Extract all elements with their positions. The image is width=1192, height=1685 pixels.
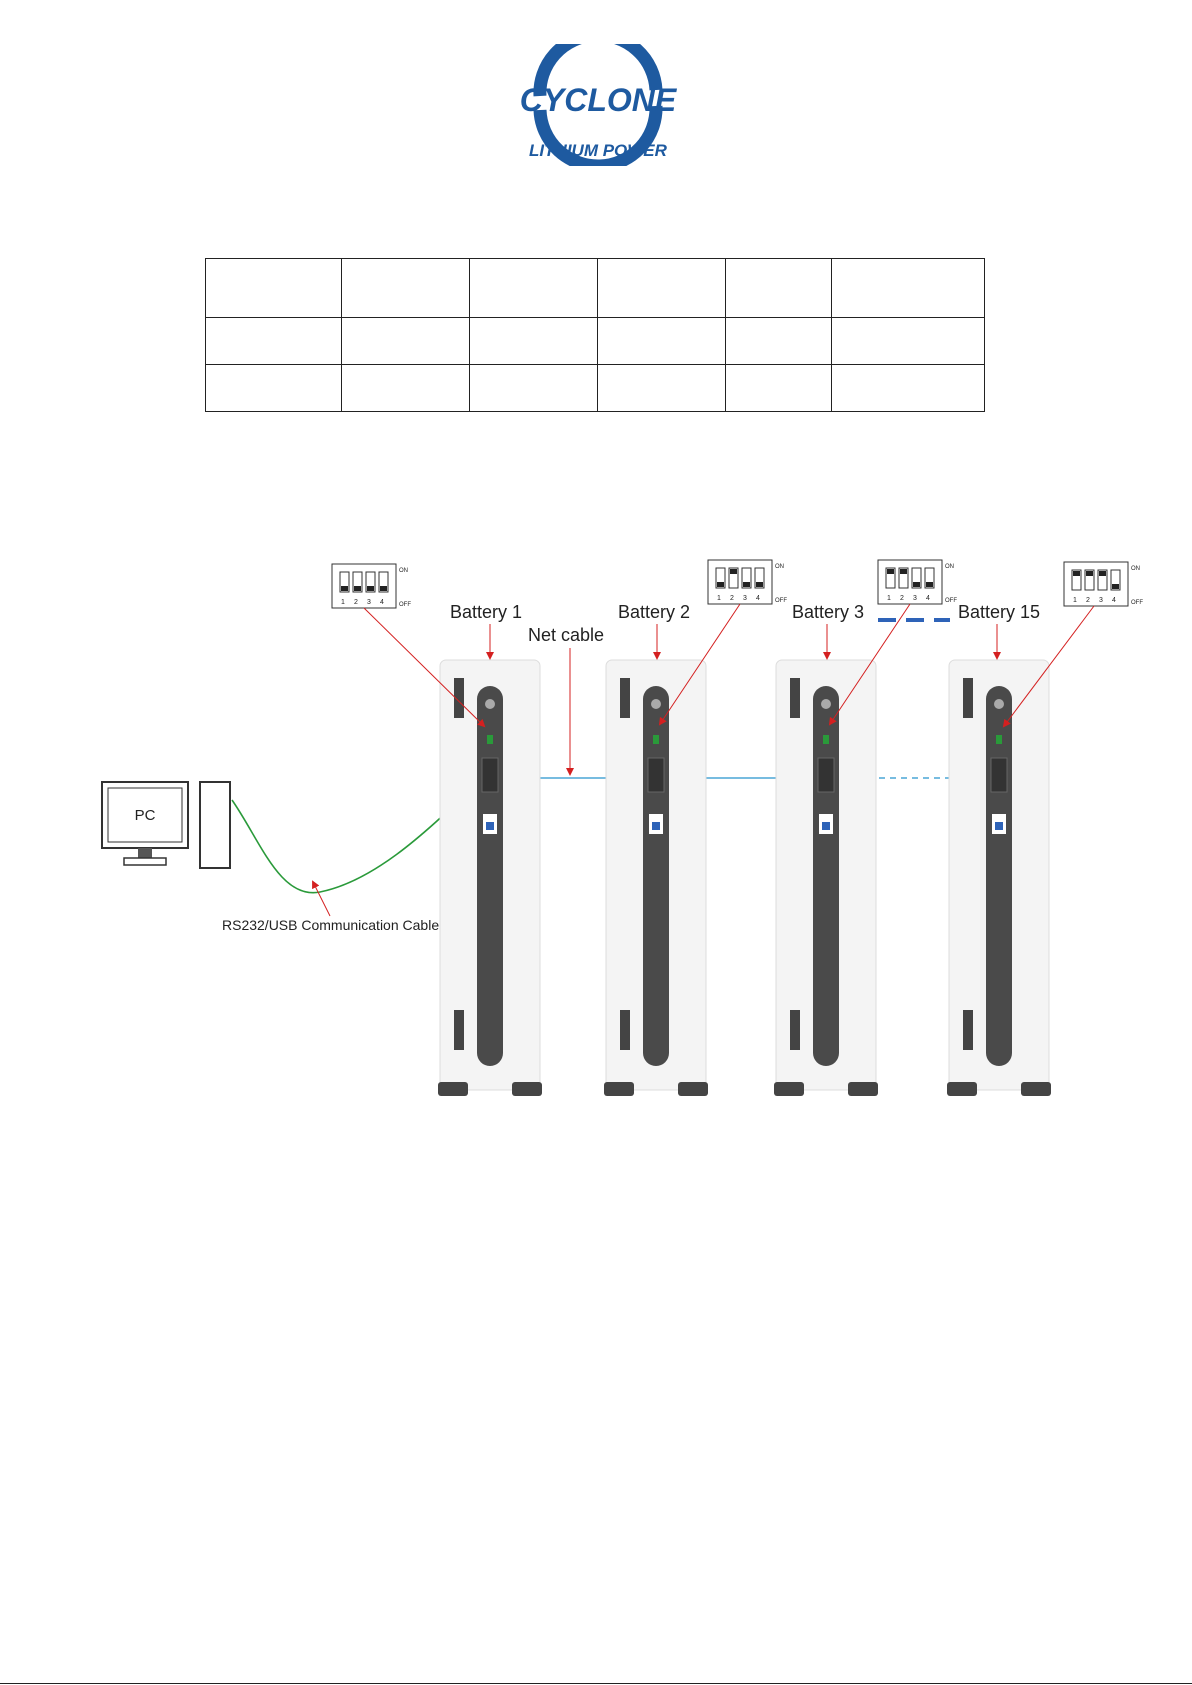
table-cell (726, 259, 832, 318)
svg-text:2: 2 (900, 595, 904, 602)
battery-unit-3 (774, 660, 878, 1096)
net-cable-label: Net cable (528, 625, 605, 645)
table-cell (470, 318, 598, 365)
dip-switch-1 (332, 564, 411, 608)
svg-text:2: 2 (1086, 597, 1090, 604)
svg-text:ON: ON (399, 568, 408, 574)
svg-text:OFF: OFF (1131, 600, 1143, 606)
svg-text:OFF: OFF (775, 598, 787, 604)
table-cell (598, 365, 726, 412)
empty-table (205, 258, 985, 412)
svg-text:1: 1 (887, 595, 891, 602)
dip-switch-3 (878, 560, 957, 604)
svg-text:ON: ON (775, 564, 784, 570)
svg-text:OFF: OFF (399, 602, 411, 608)
diagram-canvas (0, 520, 1192, 1160)
table-cell (832, 259, 985, 318)
table-cell (470, 259, 598, 318)
svg-text:1: 1 (717, 595, 721, 602)
table-cell (598, 318, 726, 365)
svg-text:4: 4 (756, 595, 760, 602)
battery-unit-1 (438, 660, 542, 1096)
pc-label: PC (134, 807, 156, 824)
svg-text:4: 4 (926, 595, 930, 602)
table-cell (342, 259, 470, 318)
battery-label-2: Battery 2 (618, 602, 691, 622)
logo-graphic (510, 44, 686, 166)
battery-unit-15 (947, 660, 1051, 1096)
table-cell (342, 365, 470, 412)
svg-text:1: 1 (1073, 597, 1077, 604)
svg-text:1: 1 (341, 599, 345, 606)
table-cell (206, 365, 342, 412)
table-cell (206, 259, 342, 318)
table-row (206, 318, 985, 365)
svg-text:2: 2 (730, 595, 734, 602)
svg-text:4: 4 (380, 599, 384, 606)
svg-text:3: 3 (743, 595, 747, 602)
table-row (206, 259, 985, 318)
cable-pointer-arrow (313, 882, 330, 916)
logo-tagline: LITHIUM POWER (529, 141, 667, 160)
svg-text:3: 3 (913, 595, 917, 602)
table-cell (598, 259, 726, 318)
cyclone-logo (510, 44, 686, 166)
svg-text:3: 3 (367, 599, 371, 606)
table-cell (726, 318, 832, 365)
pc-tower (200, 782, 230, 868)
table-row (206, 365, 985, 412)
table-cell (726, 365, 832, 412)
connection-diagram (0, 520, 1192, 1160)
battery-label-1: Battery 1 (450, 602, 523, 622)
logo-brand: CYCLONE (519, 82, 677, 118)
table-cell (206, 318, 342, 365)
table-cell (832, 365, 985, 412)
table-cell (342, 318, 470, 365)
dip-switch-15 (1064, 562, 1143, 606)
battery-label-3: Battery 3 (792, 602, 865, 622)
pc-icon (102, 782, 230, 868)
svg-text:ON: ON (945, 564, 954, 570)
svg-text:4: 4 (1112, 597, 1116, 604)
table-cell (470, 365, 598, 412)
svg-text:3: 3 (1099, 597, 1103, 604)
footer-rule (0, 1683, 1192, 1684)
battery-unit-2 (604, 660, 708, 1096)
svg-text:2: 2 (354, 599, 358, 606)
dip-switch-2 (708, 560, 787, 604)
rs232-cable-label: RS232/USB Communication Cable (222, 917, 440, 933)
svg-text:ON: ON (1131, 566, 1140, 572)
table-cell (832, 318, 985, 365)
svg-text:OFF: OFF (945, 598, 957, 604)
battery-label-15: Battery 15 (958, 602, 1041, 622)
